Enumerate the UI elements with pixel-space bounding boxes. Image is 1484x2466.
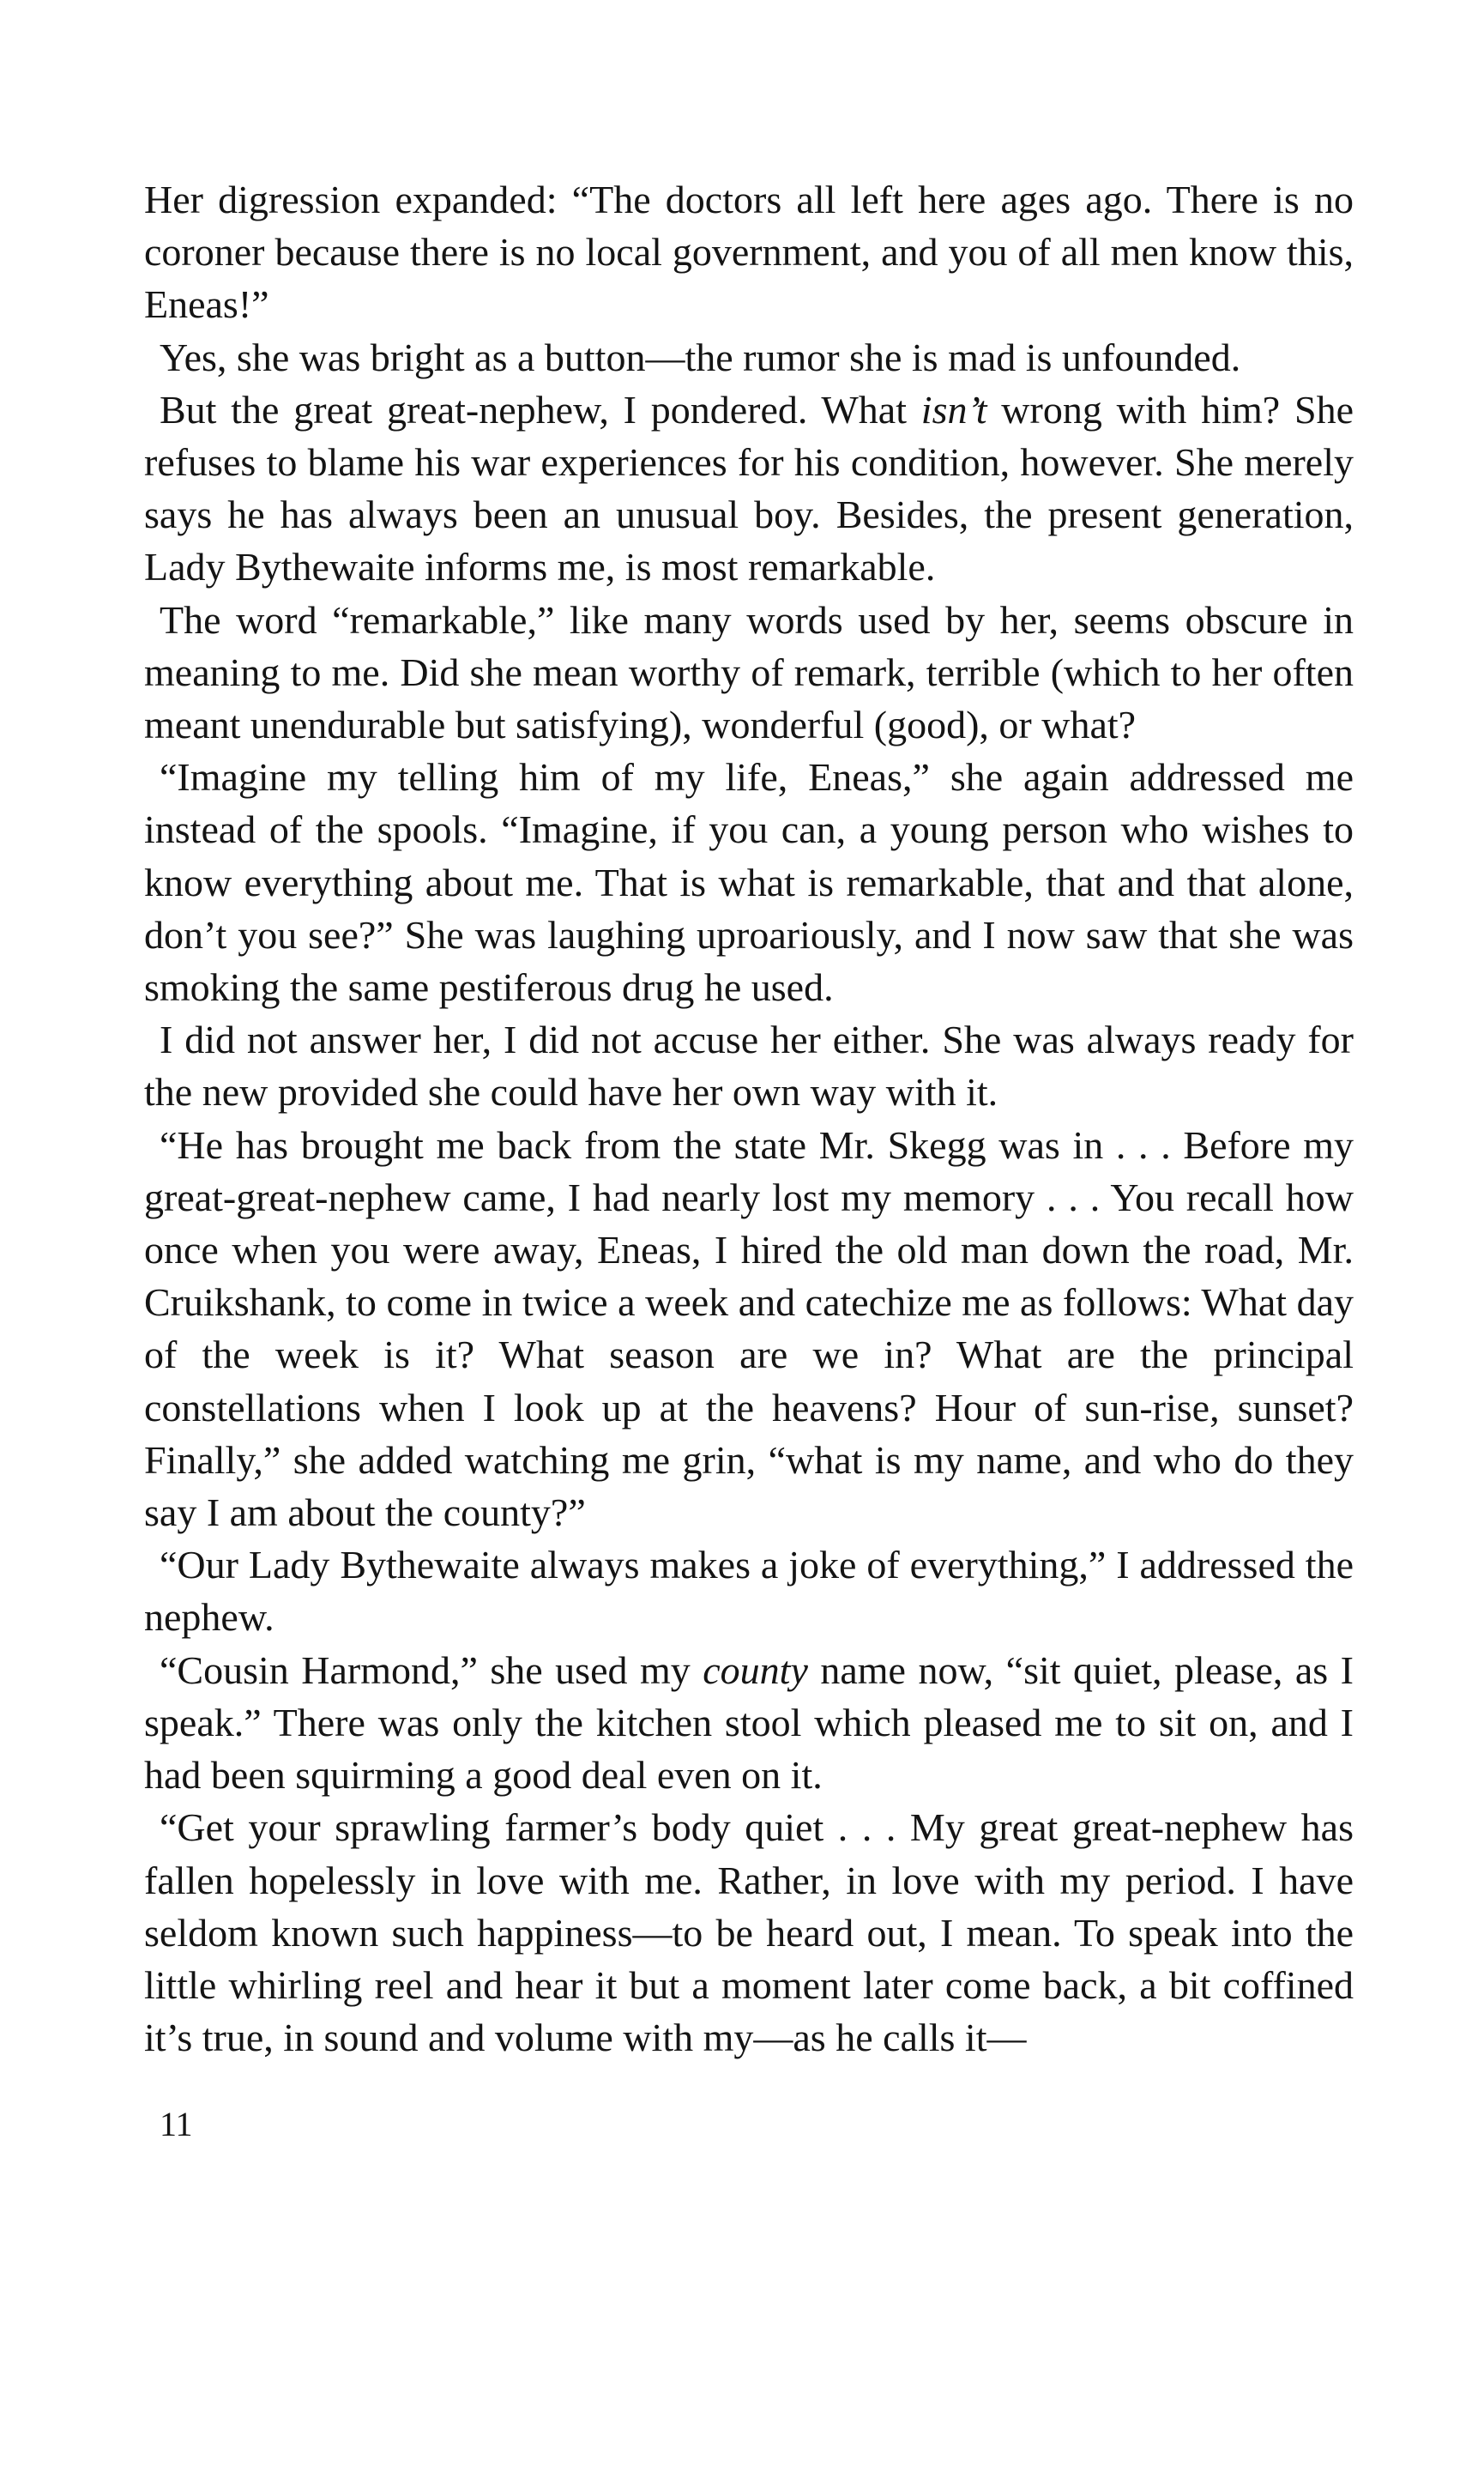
paragraph-text: Yes, she was bright as a button—the rumor she is mad is unfounded.: [160, 335, 1241, 379]
paragraph: [144, 1644, 1354, 1802]
paragraph-text: The word “remarkable,” like many words used by her, seems obscure in meaning to me. Did she mean worthy of remark, terrible (which to her often meant unendurable but satisfying), wonderful (good), or what?: [144, 597, 1354, 747]
paragraph: [144, 751, 1354, 1013]
italic-text: county: [703, 1647, 808, 1692]
paragraph: [144, 594, 1354, 752]
paragraph-text: “Get your sprawling farmer’s body quiet . . . My great great-nephew has fallen hopelessly in love with me. Rather, in love with my period. I have seldom known such happiness—to be heard out, I mean. To speak into the little whirling reel and hear it but a moment later come back, a bit coffined it’s true, in sound and volume with my—as he calls it—: [144, 1805, 1354, 2060]
paragraph-text: But the great great-nephew, I pondered. What: [160, 387, 921, 432]
paragraph: [144, 1119, 1354, 1539]
paragraph-text: name now, “sit quiet, please, as I speak.” There was only the kitchen stool which pleased me to sit on, and I had been squirming a good deal even on it.: [144, 1647, 1354, 1798]
paragraph-text: “Imagine my telling him of my life, Eneas,” she again addressed me instead of the spools. “Imagine, if you can, a young person who wishes to know everything about me. That is what is remarkable, that and that alone, don’t you see?” She was laughing uproariously, and I now saw that she was smoking the same pestiferous drug he used.: [144, 755, 1354, 1010]
paragraph-text: “He has brought me back from the state Mr. Skegg was in . . . Before my great-great-nephew came, I had nearly lost my memory . . . You recall how once when you were away, Eneas, I hired the old man down the road, Mr. Cruikshank, to come in twice a week and catechize me as follows: What day of the week is it? What season are we in? What are the principal constellations when I look up at the heavens? Hour of sun-rise, sunset? Finally,” she added watching me grin, “what is my name, and who do they say I am about the county?”: [144, 1122, 1354, 1535]
paragraph: [144, 1538, 1354, 1643]
italic-text: isn’t: [920, 387, 987, 432]
paragraph-text: Her digression expanded: “The doctors all left here ages ago. There is no coroner because there is no local government, and you of all men know this, Eneas!”: [144, 178, 1354, 327]
paragraph: [144, 1013, 1354, 1118]
paragraph-text: “Our Lady Bythewaite always makes a joke of everything,” I addressed the nephew.: [144, 1543, 1354, 1640]
paragraph: [144, 1801, 1354, 2064]
paragraph-text: wrong with him? She refuses to blame his war experiences for his condition, however. She merely says he has always been an unusual boy. Besides, the present generation, Lady Bythewaite informs me, is most remarkable.: [144, 387, 1354, 589]
body-text: [144, 173, 1354, 2064]
paragraph: [144, 173, 1354, 331]
paragraph-text: “Cousin Harmond,” she used my: [160, 1647, 703, 1692]
paragraph-text: I did not answer her, I did not accuse her either. She was always ready for the new provided she could have her own way with it.: [144, 1018, 1354, 1115]
paragraph: [144, 331, 1354, 384]
page-number: 11: [160, 2105, 193, 2143]
paragraph: [144, 384, 1354, 594]
